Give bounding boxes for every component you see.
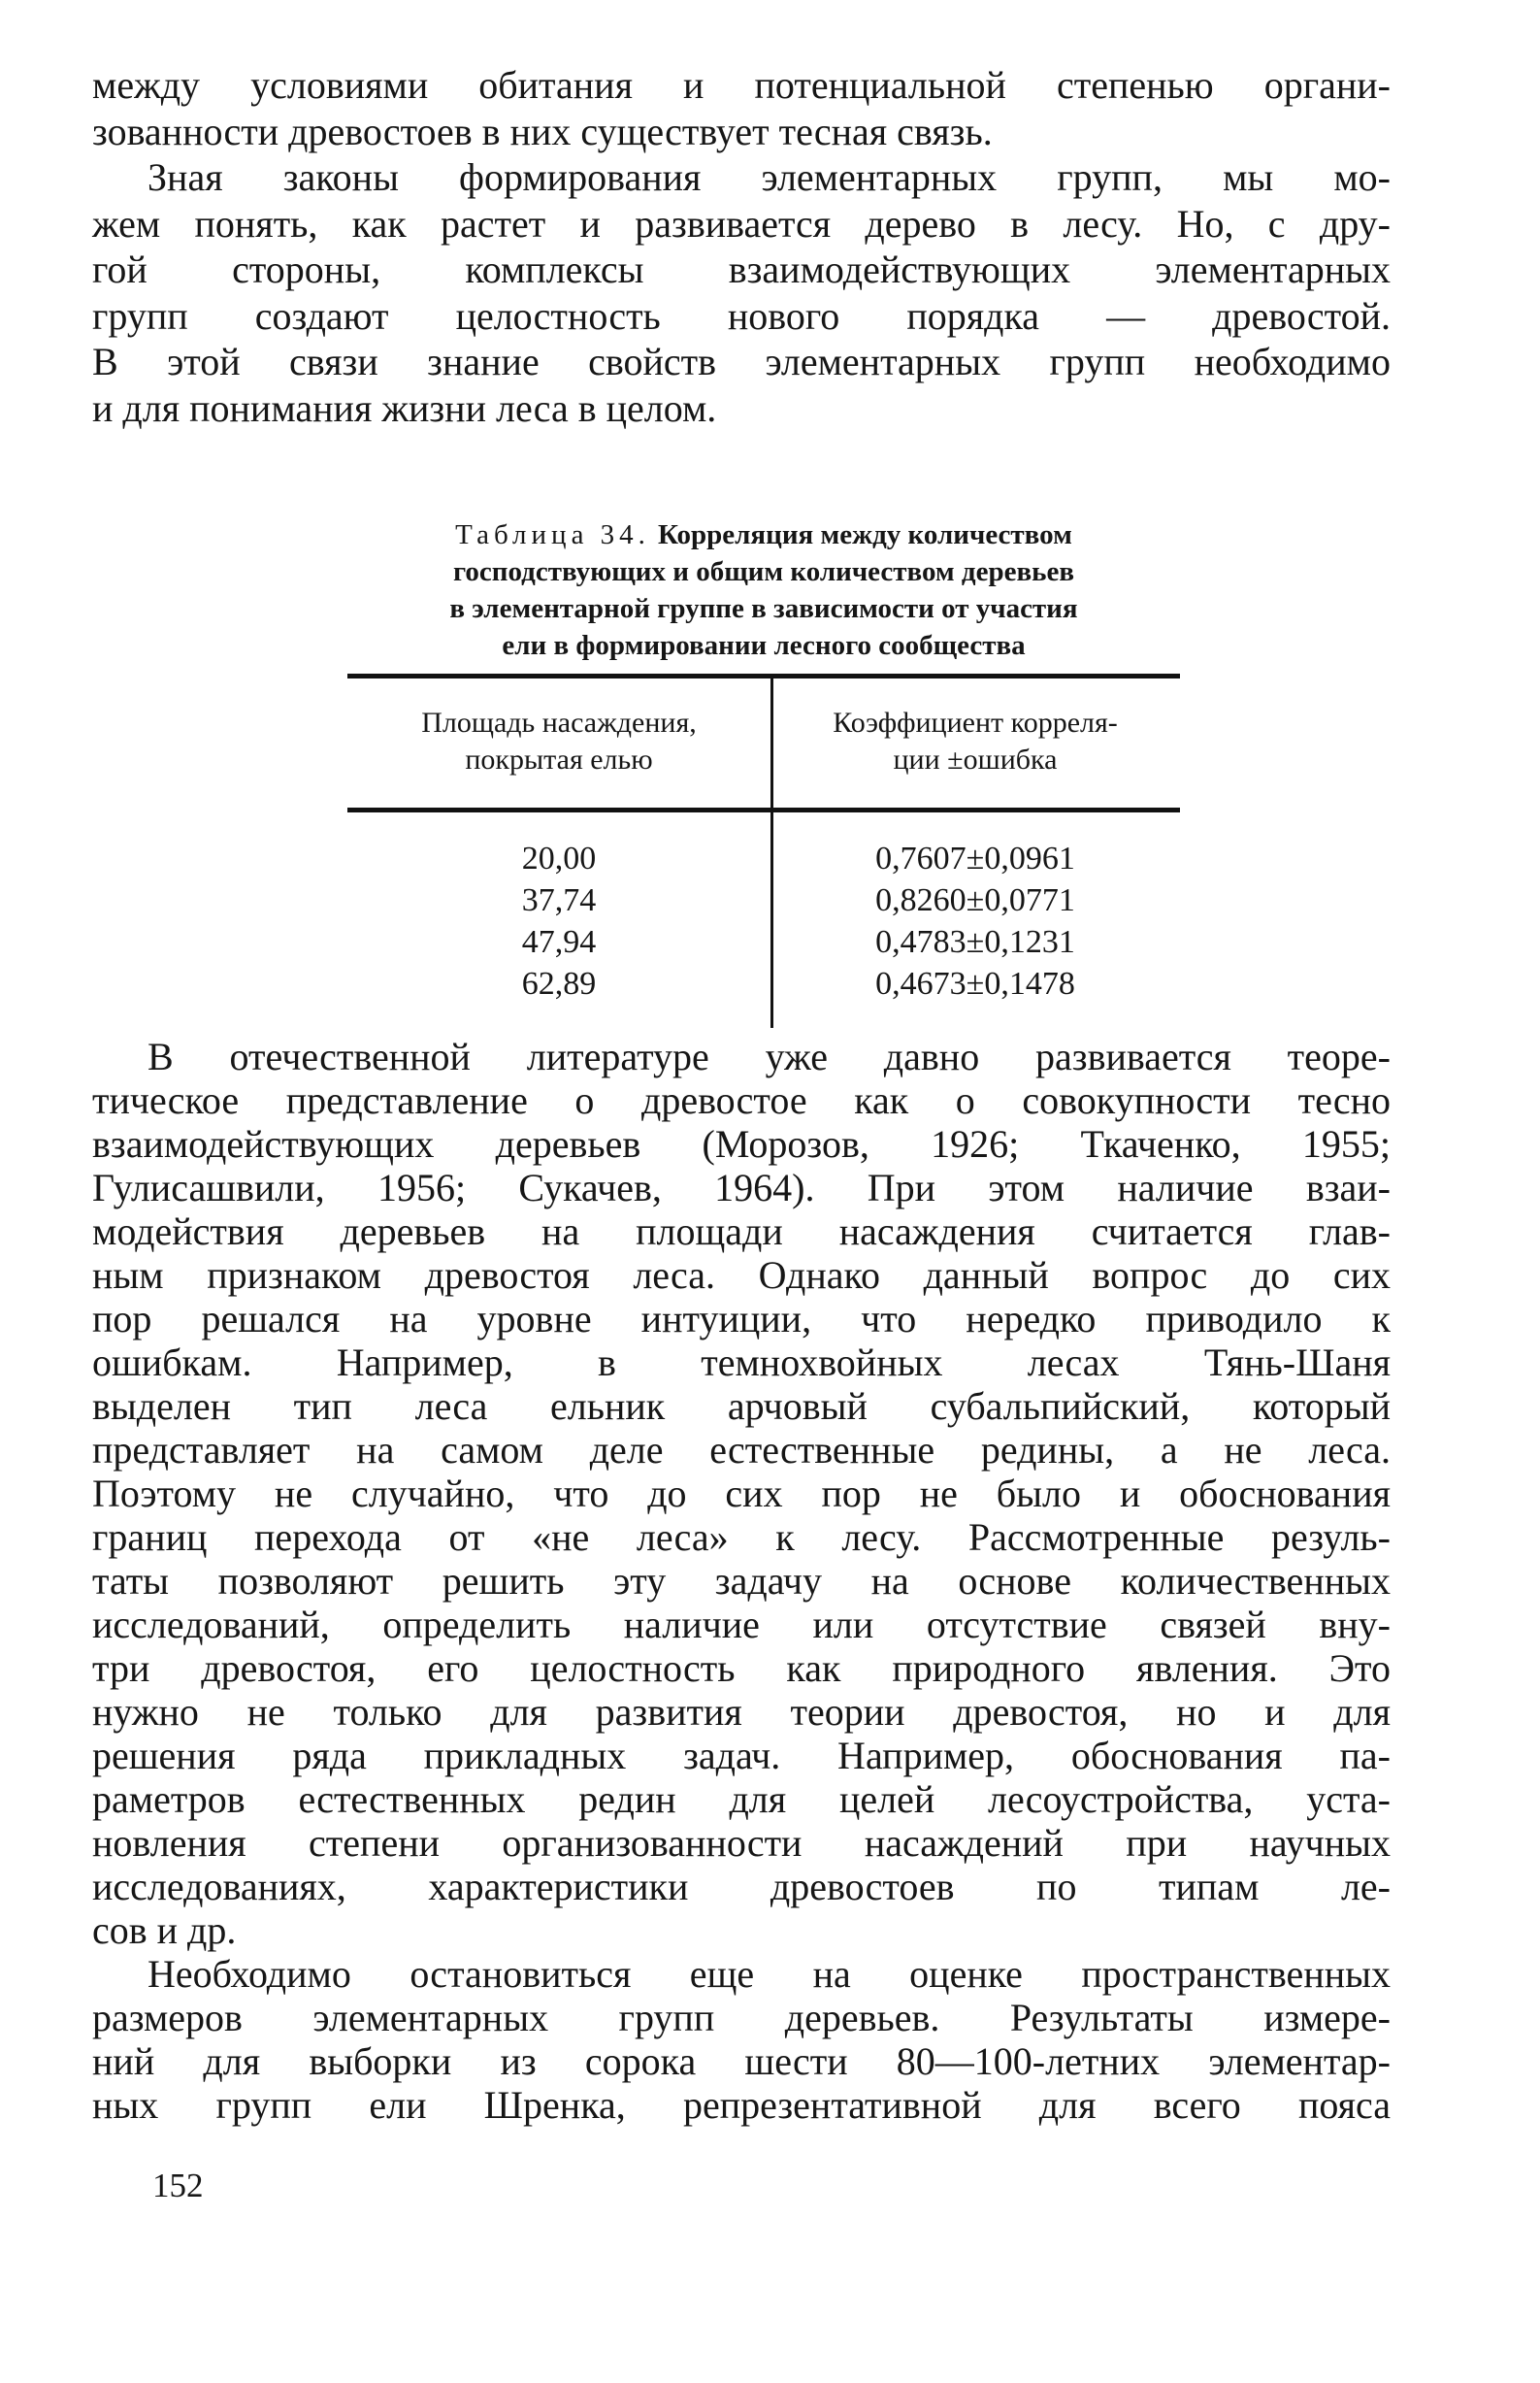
column-header-correlation-line2: ции ±ошибка xyxy=(893,744,1058,776)
cell-area-value: 20,00 xyxy=(521,841,597,877)
table-caption xyxy=(347,516,1180,664)
text-line: Поэтому не случайно, что до сих пор не было и обоснования xyxy=(92,1472,1391,1515)
table-34 xyxy=(347,516,1180,1007)
table-row xyxy=(347,838,1180,879)
column-header-area-line2: покрытая елью xyxy=(465,744,653,776)
text-line: размеров элементарных групп деревьев. Результаты измере- xyxy=(92,1996,1391,2039)
table-caption-line: господствующих и общим количеством деревьев xyxy=(452,556,1074,587)
paragraph-block-bottom xyxy=(92,1035,1391,2127)
cell-correlation-value: 0,8260±0,0771 xyxy=(875,882,1075,918)
text-line: представляет на самом деле естественные редины, а не леса. xyxy=(92,1428,1391,1472)
text-line: таты позволяют решить эту задачу на основе количественных xyxy=(92,1559,1391,1603)
table-caption-line-1 xyxy=(347,516,1180,553)
text-line: Необходимо остановиться еще на оценке пространственных xyxy=(147,1952,1391,1996)
cell-area-value: 47,94 xyxy=(521,924,597,960)
text-line: гой стороны, комплексы взаимодействующих элементарных xyxy=(92,248,1391,291)
table-number-label: Таблица 34. xyxy=(455,519,650,550)
text-line: сов и др. xyxy=(92,1908,237,1952)
text-line: нужно не только для развития теории древостоя, но и для xyxy=(92,1690,1391,1734)
text-line: модействия деревьев на площади насаждения считается глав- xyxy=(92,1209,1391,1253)
text-line: выделен тип леса ельник арчовый субальпийский, который xyxy=(92,1384,1391,1428)
cell-correlation-value: 0,7607±0,0961 xyxy=(875,841,1075,877)
table-grid xyxy=(347,678,1180,1007)
table-body xyxy=(347,812,1180,1007)
text-line: В отечественной литературе уже давно развивается теоре- xyxy=(147,1035,1391,1078)
text-line: жем понять, как растет и развивается дерево в лесу. Но, с дру- xyxy=(92,201,1391,246)
text-line: ных групп ели Шренка, репрезентативной для всего пояса xyxy=(92,2083,1391,2127)
text-line: пор решался на уровне интуиции, что нередко приводило к xyxy=(92,1297,1391,1340)
table-header-row xyxy=(347,678,1180,808)
table-column-divider xyxy=(770,678,773,1028)
cell-correlation-value: 0,4673±0,1478 xyxy=(875,966,1075,1002)
text-line: групп создают целостность нового порядка — древостой. xyxy=(92,293,1391,338)
text-line: ошибкам. Например, в темнохвойных лесах Тянь-Шаня xyxy=(92,1340,1391,1384)
table-row xyxy=(347,921,1180,963)
text-line: тическое представление о древостое как о совокупности тесно xyxy=(92,1078,1391,1122)
text-line: исследованиях, характеристики древостоев по типам ле- xyxy=(92,1865,1391,1908)
text-line: ным признаком древостоя леса. Однако данный вопрос до сих xyxy=(92,1253,1391,1297)
column-header-area xyxy=(347,678,770,808)
cell-area-value: 62,89 xyxy=(521,966,597,1002)
page-number: 152 xyxy=(152,2167,204,2204)
text-line: Гулисашвили, 1956; Сукачев, 1964). При этом наличие взаи- xyxy=(92,1166,1391,1209)
table-row xyxy=(347,879,1180,921)
table-caption-line: ели в формировании лесного сообщества xyxy=(502,630,1026,661)
text-line: новления степени организованности насаждений при научных xyxy=(92,1821,1391,1865)
text-line: границ перехода от «не леса» к лесу. Рассмотренные резуль- xyxy=(92,1515,1391,1559)
text-line: три древостоя, его целостность как природного явления. Это xyxy=(92,1646,1391,1690)
text-line: исследований, определить наличие или отсутствие связей вну- xyxy=(92,1603,1391,1646)
text-line: решения ряда прикладных задач. Например, обоснования па- xyxy=(92,1734,1391,1777)
table-row xyxy=(347,963,1180,1005)
column-header-correlation xyxy=(770,678,1180,808)
text-line: взаимодействующих деревьев (Морозов, 1926; Ткаченко, 1955; xyxy=(92,1122,1391,1166)
text-line: зованности древостоев в них существует тесная связь. xyxy=(92,109,993,153)
text-line: ний для выборки из сорока шести 80—100-летних элементар- xyxy=(92,2039,1391,2083)
paragraph-block-top xyxy=(92,62,1391,431)
column-header-correlation-line1: Коэффициент корреля- xyxy=(833,707,1118,739)
text-line: и для понимания жизни леса в целом. xyxy=(92,385,717,430)
text-line: раметров естественных редин для целей лесоустройства, уста- xyxy=(92,1777,1391,1821)
cell-area-value: 37,74 xyxy=(521,882,597,918)
table-caption-line: в элементарной группе в зависимости от участия xyxy=(449,593,1078,624)
text-line: В этой связи знание свойств элементарных групп необходимо xyxy=(92,340,1391,383)
column-header-area-line1: Площадь насаждения, xyxy=(421,707,697,739)
text-line: Зная законы формирования элементарных групп, мы мо- xyxy=(147,155,1391,199)
cell-correlation-value: 0,4783±0,1231 xyxy=(875,924,1075,960)
text-line: между условиями обитания и потенциальной степенью органи- xyxy=(92,63,1391,107)
table-caption-text: Корреляция между количеством xyxy=(657,519,1072,550)
table-caption-lines xyxy=(347,553,1180,664)
